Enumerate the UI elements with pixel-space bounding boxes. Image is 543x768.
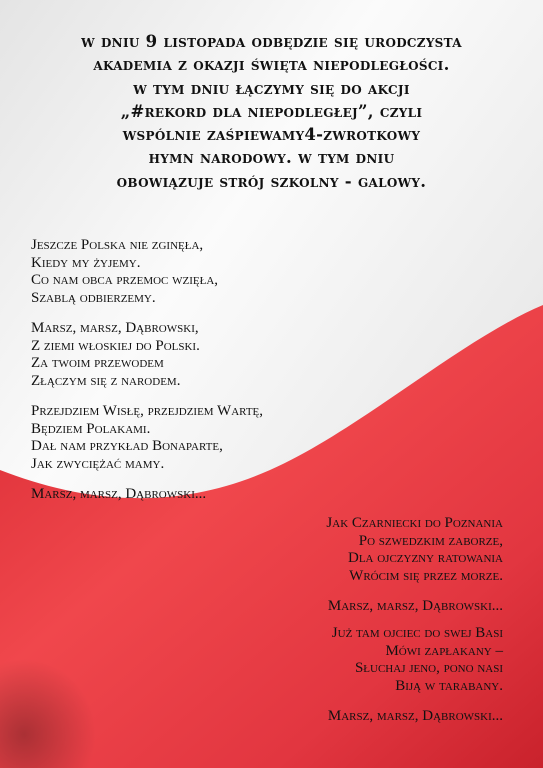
anthem-chorus-1: [31, 320, 200, 390]
anthem-line: Jak zwyciężać mamy.: [31, 455, 165, 472]
headline-line-1: w dniu 9 listopada odbędzie się urodczysta: [81, 32, 462, 51]
anthem-line: Za twoim przewodem: [31, 355, 164, 372]
anthem-chorus-3: [328, 598, 503, 616]
anthem-line: Marsz, marsz, Dąbrowski...: [327, 598, 503, 614]
headline-line-5: wspólnie zaśpiewamy4-zwrotkowy: [122, 125, 421, 145]
anthem-line: Złączym się z narodem.: [31, 372, 181, 389]
announcement-headline: [0, 30, 543, 193]
anthem-line: Po szwedzkim zaborze,: [358, 532, 503, 549]
headline-line-7: obowiązuje strój szkolny - galowy.: [116, 171, 427, 191]
anthem-line: Jeszcze Polska nie zginęła,: [31, 237, 204, 253]
headline-line-6: hymn narodowy. w tym dniu: [148, 148, 395, 168]
anthem-line: Biją w tarabany.: [395, 677, 503, 694]
anthem-line: Marsz, marsz, Dąbrowski...: [31, 486, 207, 502]
anthem-line: Jak Czarniecki do Poznania: [326, 515, 503, 531]
anthem-line: Szablą odbierzemy.: [31, 289, 156, 306]
anthem-line: Dał nam przykład Bonaparte,: [31, 438, 223, 455]
anthem-chorus-2: [31, 486, 206, 504]
anthem-line: Kiedy my żyjemy.: [31, 254, 141, 271]
anthem-line: Mówi zapłakany –: [385, 642, 503, 659]
anthem-line: Wrócim się przez morze.: [349, 567, 503, 584]
headline-line-3: w tym dniu łączymy się do akcji: [133, 78, 410, 98]
anthem-chorus-4: [328, 708, 503, 726]
anthem-line: Słuchaj jeno, pono nasi: [354, 660, 503, 677]
anthem-line: Co nam obca przemoc wzięła,: [31, 272, 219, 289]
anthem-line: Marsz, marsz, Dąbrowski...: [327, 708, 503, 724]
headline-line-2: akademia z okazji święta niepodległości.: [93, 55, 450, 75]
anthem-line: Będziem Polakami.: [31, 420, 151, 437]
anthem-stanza-3: [326, 515, 503, 585]
anthem-line: Z ziemi włoskiej do Polski.: [31, 337, 200, 354]
anthem-line: Marsz, marsz, Dąbrowski,: [31, 320, 199, 336]
anthem-stanza-4: [332, 625, 503, 695]
anthem-stanza-1: [31, 237, 218, 307]
anthem-stanza-2: [31, 403, 263, 473]
headline-line-4: „#rekord dla niepodległej”, czyli: [120, 101, 423, 121]
anthem-line: Już tam ojciec do swej Basi: [331, 625, 503, 641]
anthem-line: Przejdziem Wisłę, przejdziem Wartę,: [31, 403, 264, 419]
anthem-line: Dla ojczyzny ratowania: [347, 550, 503, 567]
